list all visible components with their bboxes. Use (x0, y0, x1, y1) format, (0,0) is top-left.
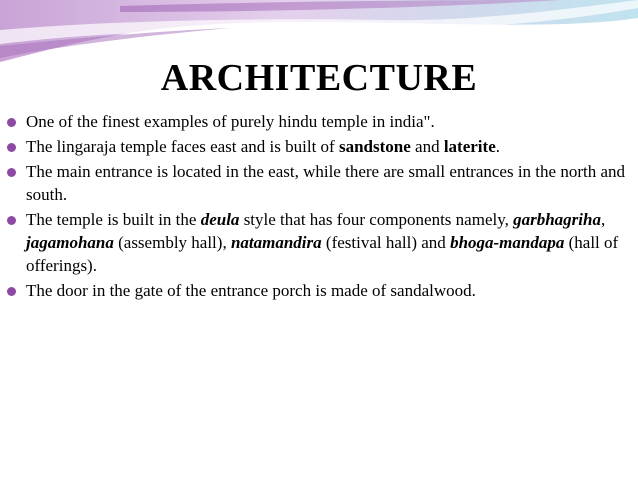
bullet-dot-icon (7, 118, 16, 127)
bullet-text: , (600, 210, 606, 229)
term-deula: deula (200, 210, 240, 229)
bullet-item (7, 135, 627, 158)
bold-term-laterite: laterite (443, 137, 496, 156)
bullet-text: style that has four components namely, (239, 210, 514, 229)
slide-title: ARCHITECTURE (160, 57, 478, 99)
bullet-list (7, 110, 627, 304)
bold-term-sandstone: sandstone (338, 137, 411, 156)
bullet-text: The lingaraja temple faces east and is built of (26, 137, 339, 156)
bullet-dot-icon (7, 143, 16, 152)
bullet-text: One of the finest examples of purely hindu temple in india". (26, 112, 435, 131)
bullet-dot-icon (7, 168, 16, 177)
bullet-text: . (495, 137, 500, 156)
bullet-item (7, 160, 627, 206)
bullet-text: (assembly hall), (113, 233, 231, 252)
bullet-item (7, 208, 627, 277)
bullet-text: The main entrance is located in the east, while there are small entrances in the north and south. (26, 162, 626, 204)
bullet-text: (hall of offerings). (26, 233, 619, 275)
bullet-dot-icon (7, 287, 16, 296)
bullet-item (7, 110, 627, 133)
bullet-text: The door in the gate of the entrance porch is made of sandalwood. (26, 281, 476, 300)
bullet-text: The temple is built in the (26, 210, 201, 229)
term-jagamohana: jagamohana (26, 233, 114, 252)
bullet-text: (festival hall) and (321, 233, 451, 252)
term-natamandira: natamandira (230, 233, 322, 252)
term-bhoga-mandapa: bhoga-mandapa (450, 233, 565, 252)
bullet-text: and (410, 137, 444, 156)
bullet-dot-icon (7, 216, 16, 225)
term-garbhagriha: garbhagriha (513, 210, 601, 229)
bullet-item (7, 279, 627, 302)
